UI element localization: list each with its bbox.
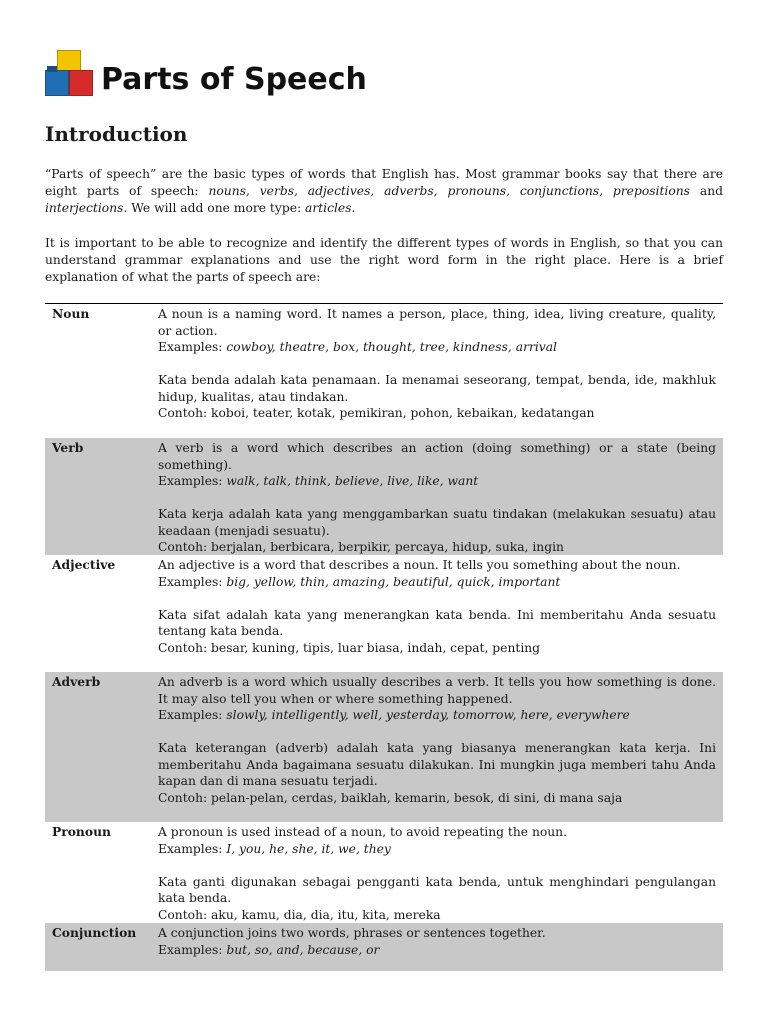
indonesian-examples: Contoh: koboi, teater, kotak, pemikiran, pohon, kebaikan, kedatangan — [158, 406, 595, 420]
examples-list: slowly, intelligently, well, yesterday, tomorrow, here, everywhere — [226, 708, 630, 722]
english-examples — [158, 339, 716, 356]
english-definition: A conjunction joins two words, phrases or sentences together. — [158, 926, 546, 940]
section-heading-introduction: Introduction — [45, 122, 188, 146]
definition-pronoun — [158, 822, 723, 923]
english-definition: An adjective is a word that describes a noun. It tells you something about the noun. — [158, 558, 681, 572]
english-examples — [158, 942, 716, 959]
examples-label: Examples: — [158, 942, 227, 957]
indonesian-examples: Contoh: berjalan, berbicara, berpikir, percaya, hidup, suka, ingin — [158, 540, 564, 554]
logo-block-left — [45, 70, 69, 96]
table-row-adverb — [45, 672, 723, 822]
term-verb: Verb — [52, 440, 84, 455]
logo-block-right — [69, 70, 93, 96]
english-examples — [158, 841, 716, 858]
intro-p1-list: nouns, verbs, adjectives, adverbs, pronouns, conjunctions, prepositions — [208, 184, 690, 198]
indonesian-examples: Contoh: aku, kamu, dia, dia, itu, kita, mereka — [158, 907, 441, 922]
definition-adverb — [158, 672, 723, 822]
english-definition: A verb is a word which describes an action (doing something) or a state (being something). — [158, 441, 716, 472]
intro-p1-open: “Parts of speech” are the basic types of words that English has. Most grammar books say that there are eight parts of speech: — [45, 167, 723, 198]
logo-block-shade — [47, 66, 57, 72]
term-pronoun: Pronoun — [52, 824, 111, 839]
examples-list: big, yellow, thin, amazing, beautiful, quick, important — [226, 574, 561, 589]
definition-adjective — [158, 555, 723, 672]
indonesian-definition: Kata benda adalah kata penamaan. Ia menamai seseorang, tempat, benda, ide, makhluk hidup, kualitas, atau tindakan. — [158, 373, 716, 404]
term-conjunction: Conjunction — [52, 925, 137, 940]
indonesian-definition: Kata sifat adalah kata yang menerangkan kata benda. Ini memberitahu Anda sesuatu tentang kata benda. — [158, 607, 716, 638]
term-noun: Noun — [52, 306, 90, 321]
english-examples — [158, 574, 716, 591]
document-header — [45, 48, 367, 98]
term-adverb: Adverb — [52, 674, 101, 689]
table-row-pronoun — [45, 822, 723, 923]
examples-label: Examples: — [158, 340, 227, 354]
intro-p1-end: . — [351, 201, 356, 215]
definition-verb — [158, 438, 723, 555]
intro-p1-extra: articles — [305, 201, 352, 215]
examples-list: walk, talk, think, believe, live, like, want — [226, 474, 479, 488]
definition-conjunction — [158, 923, 723, 971]
english-definition: A noun is a naming word. It names a person, place, thing, idea, living creature, quality, or action. — [158, 307, 716, 338]
english-examples — [158, 473, 716, 490]
indonesian-definition: Kata ganti digunakan sebagai pengganti kata benda, untuk menghindari pengulangan kata benda. — [158, 874, 716, 905]
intro-p1-and: and — [689, 184, 723, 198]
examples-label: Examples: — [158, 708, 227, 722]
intro-p1-last: interjections — [45, 201, 124, 215]
logo-block-top — [57, 50, 81, 72]
english-definition: A pronoun is used instead of a noun, to avoid repeating the noun. — [158, 825, 568, 839]
english-examples — [158, 707, 716, 724]
examples-label: Examples: — [158, 474, 227, 488]
blocks-logo-icon — [45, 50, 93, 96]
examples-label: Examples: — [158, 574, 227, 589]
table-row-conjunction — [45, 923, 723, 971]
indonesian-definition: Kata kerja adalah kata yang menggambarkan suatu tindakan (melakukan sesuatu) atau keadaan (menjadi sesuatu). — [158, 507, 716, 538]
indonesian-examples: Contoh: besar, kuning, tipis, luar biasa, indah, cepat, penting — [158, 640, 541, 655]
table-row-noun — [45, 304, 723, 438]
intro-paragraph-2: It is important to be able to recognize and identify the different types of words in English, so that you can understand grammar explanations and use the right word form in the right place. Here is a brief explanation of what the parts of speech are: — [45, 236, 723, 284]
english-definition: An adverb is a word which usually describes a verb. It tells you how something is done. It may also tell you when or where something happened. — [158, 675, 716, 706]
table-row-adjective — [45, 555, 723, 672]
table-row-verb — [45, 438, 723, 555]
examples-list: cowboy, theatre, box, thought, tree, kindness, arrival — [226, 340, 557, 354]
examples-list: I, you, he, she, it, we, they — [226, 841, 391, 856]
examples-label: Examples: — [158, 841, 227, 856]
term-adjective: Adjective — [52, 557, 116, 572]
indonesian-definition: Kata keterangan (adverb) adalah kata yang biasanya menerangkan kata kerja. Ini memberitahu Anda bagaimana sesuatu dilakukan. Ini mungkin juga memberi tahu Anda kapan dan di mana sesuatu terjadi. — [158, 741, 716, 788]
parts-of-speech-table — [45, 303, 723, 971]
examples-list: but, so, and, because, or — [226, 942, 380, 957]
document-title: Parts of Speech — [101, 61, 367, 97]
intro-paragraph-1 — [45, 166, 723, 217]
indonesian-examples: Contoh: pelan-pelan, cerdas, baiklah, kemarin, besok, di sini, di mana saja — [158, 790, 623, 805]
intro-p1-mid: . We will add one more type: — [123, 201, 306, 215]
definition-noun — [158, 304, 723, 438]
